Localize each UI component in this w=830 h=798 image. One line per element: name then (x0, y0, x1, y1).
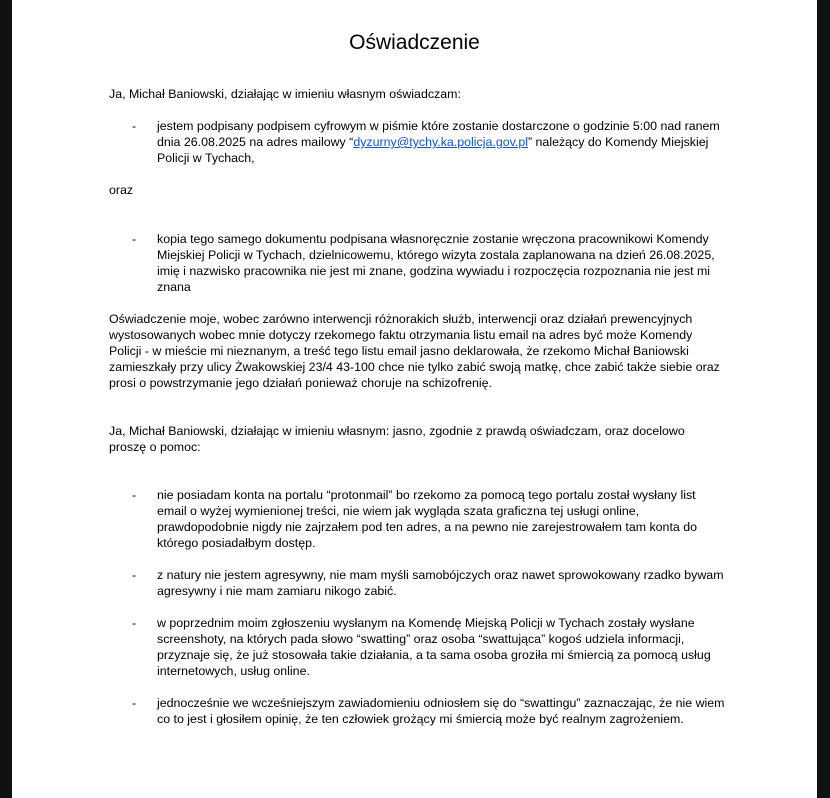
second-intro-paragraph: Ja, Michał Baniowski, działając w imieniu własnym: jasno, zgodnie z prawdą oświadczam, oraz docelowo proszę o pomoc: (109, 424, 685, 454)
list-item-text: w poprzednim moim zgłoszeniu wysłanym na Komendę Miejską Policji w Tychach zostały wysłane screenshoty, na których pada słowo “swatting” oraz osoba “swattująca” kogoś udziela informacji, przyznaje się, że już stosowała takie działania, a ta sama osoba groziła mi śmiercią za pomocą usług internetowych, usług online. (157, 616, 711, 678)
document-title: Oświadczenie (349, 31, 480, 54)
document-page (12, 0, 817, 798)
statement-paragraph: Oświadczenie moje, wobec zarówno interwencji różnorakich służb, interwencji oraz działań prewencyjnych wystosowanych wobec mnie dotyczy rzekomego faktu otrzymania listu email na adres być może Komendy Policji - w mieście mi nieznanym, a treść tego listu email jasno deklarowała, że rzekomo Michał Baniowski zamieszkały przy ulicy Żwakowskiej 23/4 43-100 chce nie tylko zabić swoją matkę, chce zabić także siebie oraz prosi o powstrzymanie jego działań ponieważ choruje na schizofrenię. (109, 312, 720, 390)
email-link[interactable]: dyzurny@tychy.ka.policja.gov.pl (353, 135, 528, 149)
list-item-text: nie posiadam konta na portalu “protonmail” bo rzekomo za pomocą tego portalu został wysłany list email o wyżej wymienionej treści, nie wiem jak wygląda szata graficzna tej usługi online, prawdopodobnie nigdy nie zajrzałem pod ten adres, a na pewno nie zarejestrowałem tam konta do którego posiadałbym dostęp. (157, 488, 698, 550)
bullet-dash: - (132, 488, 137, 502)
bullet-dash: - (132, 119, 137, 133)
bullet-dash: - (132, 616, 137, 630)
list-item-text: jednocześnie we wcześniejszym zawiadomieniu odniosłem się do “swattingu” zaznaczając, że nie wiem co to jest i głosiłem opinię, że ten człowiek grożący mi śmiercią może być realnym zagrożeniem. (157, 696, 725, 726)
intro-paragraph: Ja, Michał Baniowski, działając w imieniu własnym oświadczam: (109, 87, 461, 101)
list-item-text-after: ” należący do Komendy Miejskiej Policji w Tychach, (157, 135, 709, 165)
bullet-dash: - (132, 232, 137, 246)
bullet-dash: - (132, 568, 137, 582)
list-item-text (157, 118, 727, 166)
list-item-text-before: jestem podpisany podpisem cyfrowym w piśmie które zostanie dostarczone o godzinie 5:00 nad ranem dnia 26.08.2025 na adres mailowy “ (157, 119, 720, 149)
list-item-text: z natury nie jestem agresywny, nie mam myśli samobójczych oraz nawet sprowokowany rzadko bywam agresywny i nie mam zamiaru nikogo zabić. (157, 568, 724, 598)
bullet-dash: - (132, 696, 137, 710)
list-item-text: kopia tego samego dokumentu podpisana własnoręcznie zostanie wręczona pracownikowi Komendy Miejskiej Policji w Tychach, dzielnicowemu, którego wizyta zostala zaplanowana na dzień 26.08.2025, imię i nazwisko pracownika nie jest mi znane, godzina wywiadu i rozpoczęcia rozpoznania nie jest mi znana (157, 232, 715, 294)
oraz-text: oraz (109, 183, 134, 197)
